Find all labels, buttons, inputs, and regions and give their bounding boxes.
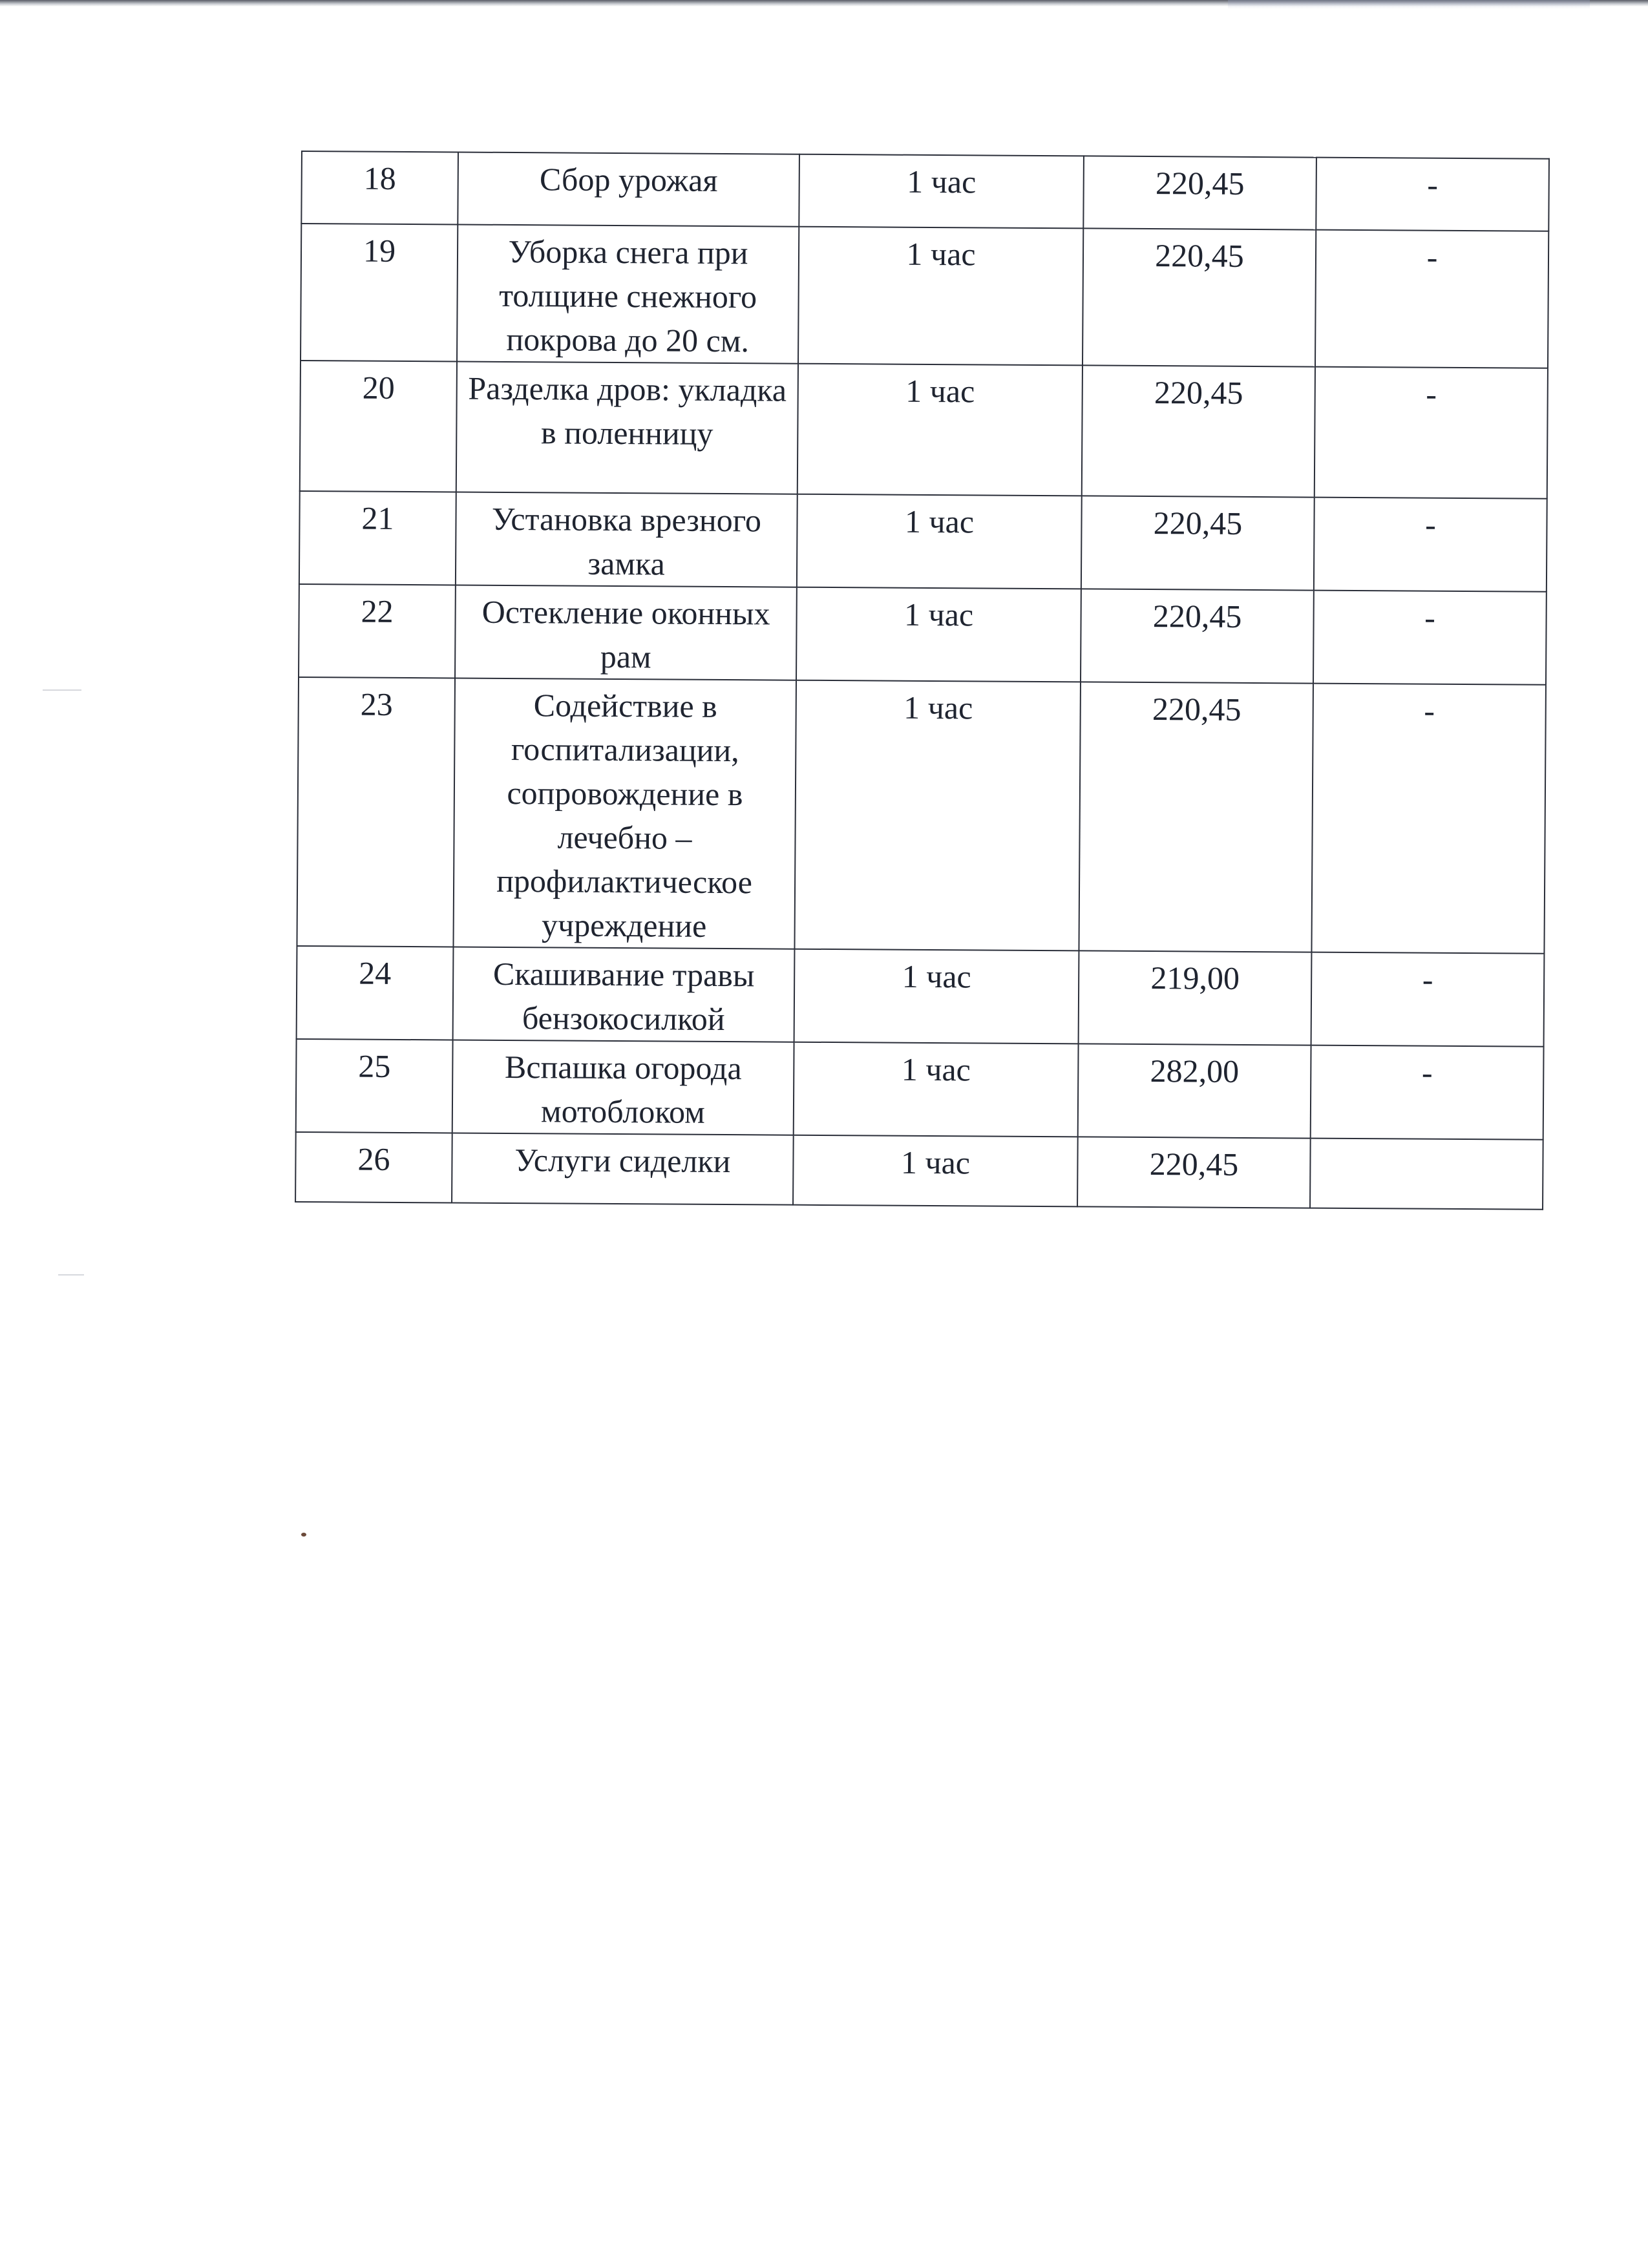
row-number: 18 (301, 151, 458, 224)
table-row (297, 677, 1546, 954)
table-row (295, 1132, 1543, 1210)
row-number: 26 (295, 1132, 452, 1202)
services-price-table (295, 151, 1550, 1210)
service-name: Сбор урожая (458, 152, 799, 226)
service-unit: 1 час (794, 1042, 1079, 1137)
service-price: 219,00 (1079, 950, 1312, 1045)
extra-value: - (1311, 1045, 1544, 1140)
service-price: 220,45 (1081, 589, 1314, 683)
scan-shadow (1228, 0, 1590, 9)
service-name: Скашивание травы бензокосилкой (453, 947, 795, 1042)
service-name: Установка врезного замка (456, 492, 798, 587)
table-row (296, 1039, 1544, 1140)
service-price: 220,45 (1083, 228, 1316, 366)
row-number: 19 (301, 224, 458, 361)
extra-value: - (1314, 498, 1547, 592)
table-row (301, 224, 1548, 368)
service-unit: 1 час (794, 949, 1079, 1044)
row-number: 24 (297, 946, 454, 1040)
service-unit: 1 час (798, 227, 1083, 366)
service-unit: 1 час (798, 364, 1083, 496)
extra-value: - (1315, 367, 1548, 499)
table-row (299, 491, 1547, 592)
service-name: Вспашка огорода мотоблоком (452, 1040, 794, 1135)
service-unit: 1 час (797, 494, 1082, 589)
scan-speck (301, 1533, 306, 1537)
table-row (300, 361, 1548, 499)
row-number: 21 (299, 491, 456, 585)
row-number: 23 (297, 677, 455, 947)
extra-value: - (1311, 952, 1545, 1047)
extra-value: - (1316, 158, 1549, 231)
service-unit: 1 час (794, 680, 1081, 951)
service-name: Уборка снега при толщине снежного покрова до 20 см. (457, 224, 799, 363)
service-unit: 1 час (793, 1135, 1078, 1207)
scan-mark (58, 1274, 84, 1276)
extra-value: - (1315, 230, 1548, 368)
extra-value: - (1313, 591, 1547, 685)
service-price: 220,45 (1082, 365, 1315, 497)
extra-value: - (1311, 684, 1546, 954)
row-number: 22 (299, 584, 456, 678)
service-name: Остекление оконных рам (455, 585, 797, 680)
table-row (301, 151, 1549, 231)
extra-value (1310, 1139, 1543, 1210)
service-price: 220,45 (1081, 496, 1315, 590)
row-number: 20 (300, 361, 457, 492)
service-price: 220,45 (1083, 156, 1316, 229)
service-price: 220,45 (1077, 1137, 1311, 1208)
service-name: Содействие в госпитализации, сопровождение в лечебно – профилактическое учреждение (453, 678, 796, 949)
service-name: Услуги сиделки (452, 1133, 794, 1204)
service-unit: 1 час (796, 587, 1081, 682)
row-number: 25 (296, 1039, 453, 1133)
scan-mark (43, 689, 81, 691)
service-name: Разделка дров: укладка в поленницу (456, 361, 798, 494)
table-row (299, 584, 1547, 685)
service-unit: 1 час (799, 154, 1084, 229)
service-price: 282,00 (1078, 1044, 1311, 1138)
service-price: 220,45 (1079, 682, 1313, 952)
table-row (297, 946, 1545, 1047)
